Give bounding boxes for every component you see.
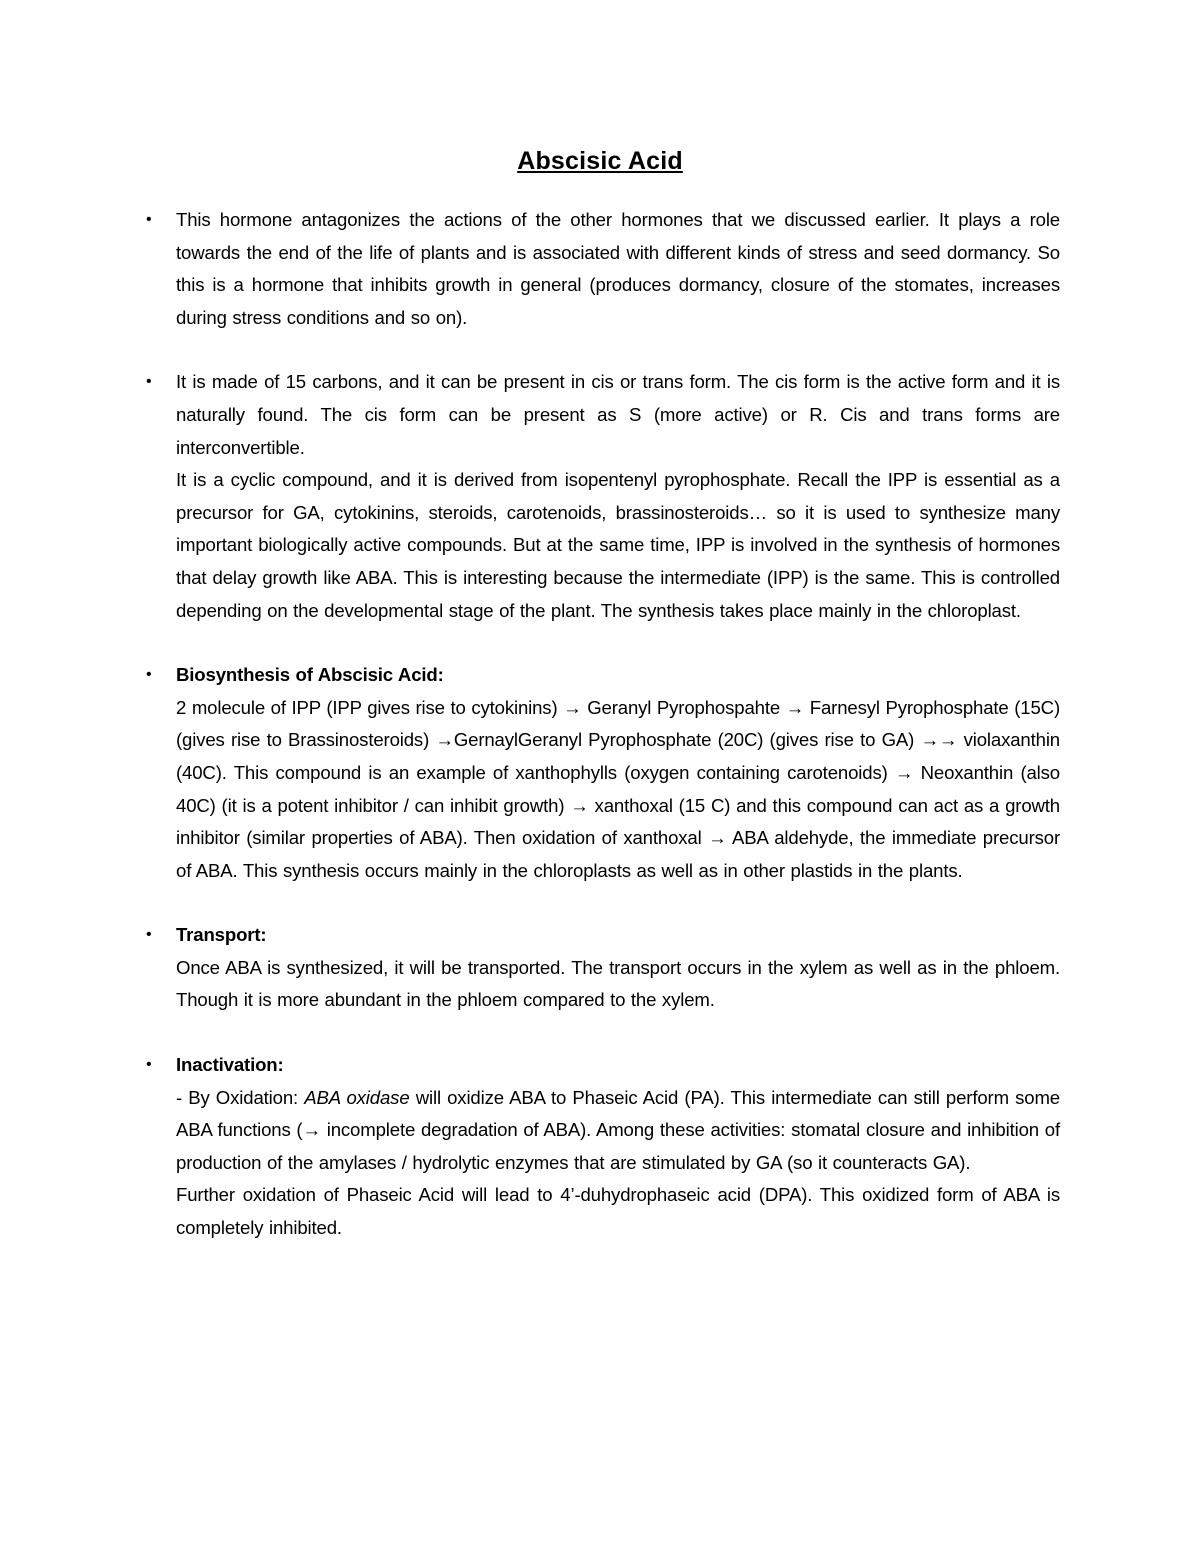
paragraph-biosynthesis: 2 molecule of IPP (IPP gives rise to cytokinins) → Geranyl Pyrophospahte → Farnesyl Pyrophosphate (15C) (gives rise to Brassinosteroids) →GernaylGeranyl Pyrophosphate (20C) (gives rise to GA) →→ violaxanthin (40C). This compound is an example of xanthophylls (oxygen containing carotenoids) → Neoxanthin (also 40C) (it is a potent inhibitor / can inhibit growth) → xanthoxal (15 C) and this compound can act as a growth inhibitor (similar properties of ABA). Then oxidation of xanthoxal → ABA aldehyde, the immediate precursor of ABA. This synthesis occurs mainly in the chloroplasts as well as in other plastids in the plants. <box>176 696 1060 881</box>
bullet-icon: • <box>146 373 152 391</box>
list-item <box>146 919 1060 1017</box>
oxidation-text: will oxidize ABA to Phaseic Acid (PA). This intermediate can still perform some ABA functions (→ incomplete degradation of ABA). Among these activities: stomatal closure and inhibition of production of the amylases / hydrolytic enzymes that are stimulated by GA (so it counteracts GA). <box>176 1086 1060 1173</box>
paragraph-transport: Once ABA is synthesized, it will be transported. The transport occurs in the xylem as well as in the phloem. Though it is more abundant in the phloem compared to the xylem. <box>176 956 1060 1011</box>
section-heading-transport: Transport: <box>176 924 267 946</box>
enzyme-name: ABA oxidase <box>304 1086 410 1108</box>
paragraph-further-oxidation: Further oxidation of Phaseic Acid will lead to 4’-duhydrophaseic acid (DPA). This oxidized form of ABA is completely inhibited. <box>176 1184 1060 1239</box>
bullet-icon: • <box>146 926 152 944</box>
bullet-list <box>146 204 1060 1277</box>
document-title: Abscisic Acid <box>517 147 683 175</box>
bullet-icon: • <box>146 211 152 228</box>
section-heading-biosynthesis: Biosynthesis of Abscisic Acid: <box>176 664 444 686</box>
bullet-icon: • <box>146 666 152 684</box>
oxidation-prefix: - By Oxidation: <box>176 1086 305 1108</box>
list-item <box>146 366 1060 627</box>
list-item <box>146 1049 1060 1245</box>
list-item <box>146 204 1060 334</box>
paragraph-hormone-role: This hormone antagonizes the actions of the other hormones that we discussed earlier. It plays a role towards the end of the life of plants and is associated with different kinds of stress and seed dormancy. So this is a hormone that inhibits growth in general (produces dormancy, closure of the stomates, increases during stress conditions and so on). <box>176 209 1060 328</box>
list-item <box>146 659 1060 887</box>
paragraph-ipp-origin: It is a cyclic compound, and it is derived from isopentenyl pyrophosphate. Recall the IPP is essential as a precursor for GA, cytokinins, steroids, carotenoids, brassinosteroids… so it is used to synthesize many important biologically active compounds. But at the same time, IPP is involved in the synthesis of hormones that delay growth like ABA. This is interesting because the intermediate (IPP) is the same. This is controlled depending on the developmental stage of the plant. The synthesis takes place mainly in the chloroplast. <box>176 469 1060 621</box>
bullet-icon: • <box>146 1056 152 1074</box>
section-heading-inactivation: Inactivation: <box>176 1054 284 1076</box>
paragraph-oxidation <box>176 1082 1060 1180</box>
paragraph-structure: It is made of 15 carbons, and it can be present in cis or trans form. The cis form is the active form and it is naturally found. The cis form can be present as S (more active) or R. Cis and trans forms are interconvertible. <box>176 371 1060 458</box>
